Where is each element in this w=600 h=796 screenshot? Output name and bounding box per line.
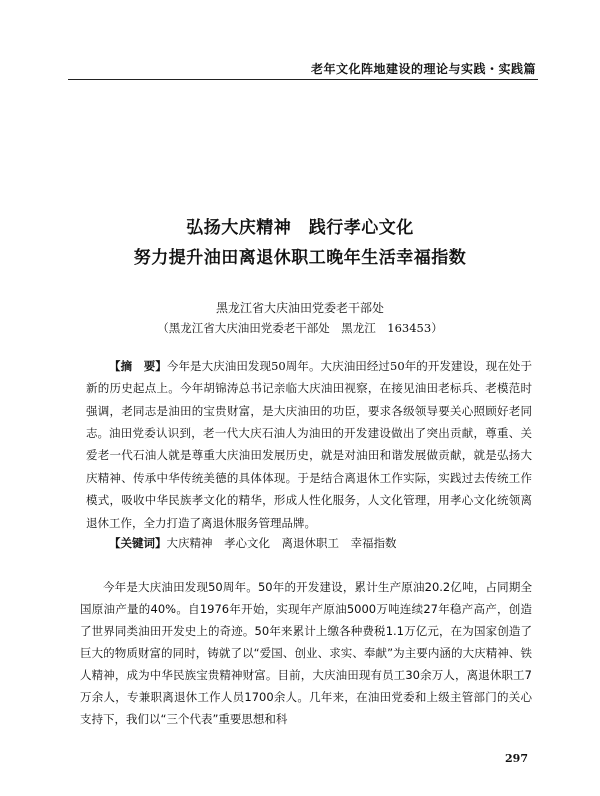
header-rule bbox=[68, 79, 538, 80]
author-affiliation: （黑龙江省大庆油田党委老干部处 黑龙江 163453） bbox=[157, 321, 443, 335]
keywords-label: 【关键词】 bbox=[109, 536, 167, 550]
keywords bbox=[86, 532, 532, 554]
page-number: 297 bbox=[505, 752, 528, 765]
title-line-2: 努力提升油田离退休职工晚年生活幸福指数 bbox=[133, 248, 467, 268]
author-name: 黑龙江省大庆油田党委老干部处 bbox=[215, 301, 384, 315]
running-header: 老年文化阵地建设的理论与实践・实践篇 bbox=[310, 62, 536, 76]
title-line-1: 弘扬大庆精神 践行孝心文化 bbox=[186, 218, 414, 238]
body-paragraph-1: 今年是大庆油田发现50周年。50年的开发建设，累计生产原油20.2亿吨，占同期全国原油产量的40%。自1976年开始，实现年产原油5000万吨连续27年稳产高产，创造了世界同类油田开发史上的奇迹。50年来累计上缴各种费税1.1万亿元，在为国家创造了巨大的物质财富的同时，铸就了以“爱国、创业、求实、奉献”为主要内涵的大庆精神、铁人精神，成为中华民族宝贵精神财富。目前，大庆油田现有员工30余万人，离退休职工7万余人，专兼职离退休工作人员1700余人。几年来，在油田党委和上级主管部门的关心支持下，我们以“三个代表”重要思想和科 bbox=[80, 580, 532, 726]
keywords-text: 大庆精神 孝心文化 离退休职工 幸福指数 bbox=[166, 536, 397, 550]
abstract-text-1: 今年是大庆油田发现50周年。大庆油田经过50年的开发建设，现在处于新的历史起点上。今年胡锦涛总书记亲临大庆油田视察，在接见油田老标兵、老模范时强调，老同志是油田的宝贵财富，是大庆油田的功臣，要求各级领导要关心照顾好老同志。 bbox=[86, 359, 532, 441]
abstract-label: 【摘 要】 bbox=[109, 359, 167, 373]
abstract-paragraph-2: 油田党委认识到，老一代大庆石油人为油田的开发建设做出了突出贡献，尊重、关爱老一代石油人就是尊重大庆油田发展历史，就是对油田和谐发展做贡献，就是弘扬大庆精神、传承中华传统美德的具体体现。于是结合离退休工作实际，实践过去传统工作模式，吸收中华民族孝文化的精华，形成人性化服务，人文化管理，用孝心文化统领离退休工作，全力打造了离退休服务管理品牌。 bbox=[86, 426, 532, 530]
